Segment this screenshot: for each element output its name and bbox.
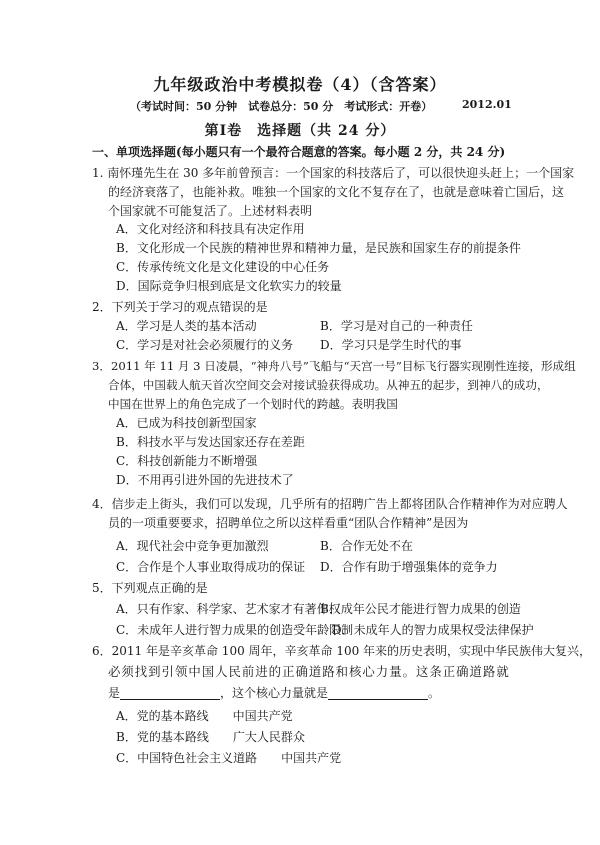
q3-stem-line1: 3．2011 年 11 月 3 日凌晨，“神舟八号”飞船与“天宫一号”目标飞行器实现刚性连接，形成组 [92,359,576,373]
q1-option-d: D．国际竞争归根到底是文化软实力的较量 [116,279,342,293]
q6-stem-line2: 必须找到引领中国人民前进的正确道路和核心力量。这条正确道路就 [108,664,510,679]
part1-heading: 一、单项选择题(每小题只有一个最符合题意的答案。每小题 2 分，共 24 分) [92,145,506,159]
q5-stem: 5．下列观点正确的是 [92,581,208,595]
exam-date: 2012.01 [462,98,512,111]
q4-option-c: C．合作是个人事业取得成功的保证 [116,560,306,574]
q6-option-a: A．党的基本路线 中国共产党 [116,709,293,723]
q4-option-a: A．现代社会中竞争更加激烈 [116,539,269,553]
q6-option-b: B．党的基本路线 广大人民群众 [116,730,305,744]
q4-stem-line2: 员的一项重要要求，招聘单位之所以这样看重“团队合作精神”是因为 [108,516,469,530]
q3-stem-line3: 中国在世界上的角色完成了一个划时代的跨越。表明我国 [108,397,398,411]
q6-line3-middle: ，这个核心力量就是 [220,686,329,700]
q2-option-a: A．学习是人类的基本活动 [116,319,257,333]
q1-option-b: B．文化形成一个民族的精神世界和精神力量，是民族和国家生存的前提条件 [116,241,521,255]
q1-stem-line2: 的经济衰落了，也能补救。唯独一个国家的文化不复存在了，也就是意味着亡国后，这 [108,185,565,199]
q6-option-c: C．中国特色社会主义道路 中国共产党 [116,751,342,765]
q5-option-c: C．未成年人进行智力成果的创造受年龄限制 [116,623,354,637]
q3-option-c: C．科技创新能力不断增强 [116,454,258,468]
q4-option-d: D．合作有助于增强集体的竞争力 [320,560,498,574]
q6-stem-line3 [108,686,440,700]
q2-option-c: C．学习是对社会必须履行的义务 [116,338,294,352]
q6-stem-line1: 6．2011 年是辛亥革命 100 周年，辛亥革命 100 年来的历史表明，实现中华民族伟大复兴， [92,644,592,658]
q3-stem-line2: 合体，中国载人航天首次空间交会对接试验获得成功。从神五的起步，到神八的成功， [108,378,549,392]
q3-option-b: B．科技水平与发达国家还存在差距 [116,435,305,449]
q3-option-a: A．已成为科技创新型国家 [116,416,257,430]
q1-option-c: C．传承传统文化是文化建设的中心任务 [116,260,330,274]
q1-stem-line3: 个国家就不可能复活了。上述材料表明 [108,204,313,218]
q1-option-a: A．文化对经济和科技具有决定作用 [116,222,305,236]
q1-stem-line1: 1. 南怀瑾先生在 30 多年前曾预言：一个国家的科技落后了，可以很快迎头赶上；一个国家 [92,166,575,180]
q4-stem-line1: 4．信步走上街头，我们可以发现，几乎所有的招聘广告上都将团队合作精神作为对应聘人 [92,497,568,511]
q2-option-b: B．学习是对自己的一种责任 [320,319,473,333]
q5-option-b: B．成年公民才能进行智力成果的创造 [320,602,521,616]
q6-blank-2[interactable] [328,687,428,700]
exam-title: 九年级政治中考模拟卷（4）（含答案） [153,75,447,94]
q6-line3-prefix: 是 [108,686,121,700]
q5-option-d: D．未成年人的智力成果权受法律保护 [332,623,534,637]
q5-option-a: A．只有作家、科学家、艺术家才有著作权 [116,602,341,616]
section-title: 第Ⅰ卷 选择题（共 24 分） [204,123,396,139]
q6-line3-end: 。 [428,686,441,700]
q2-stem: 2．下列关于学习的观点错误的是 [92,300,268,314]
q6-blank-1[interactable] [120,687,220,700]
exam-info: （考试时间：50 分钟 试卷总分：50 分 考试形式：开卷） [130,100,433,113]
q2-option-d: D．学习只是学生时代的事 [320,338,462,352]
q3-option-d: D．不用再引进外国的先进技术了 [116,473,294,487]
q4-option-b: B．合作无处不在 [320,539,413,553]
